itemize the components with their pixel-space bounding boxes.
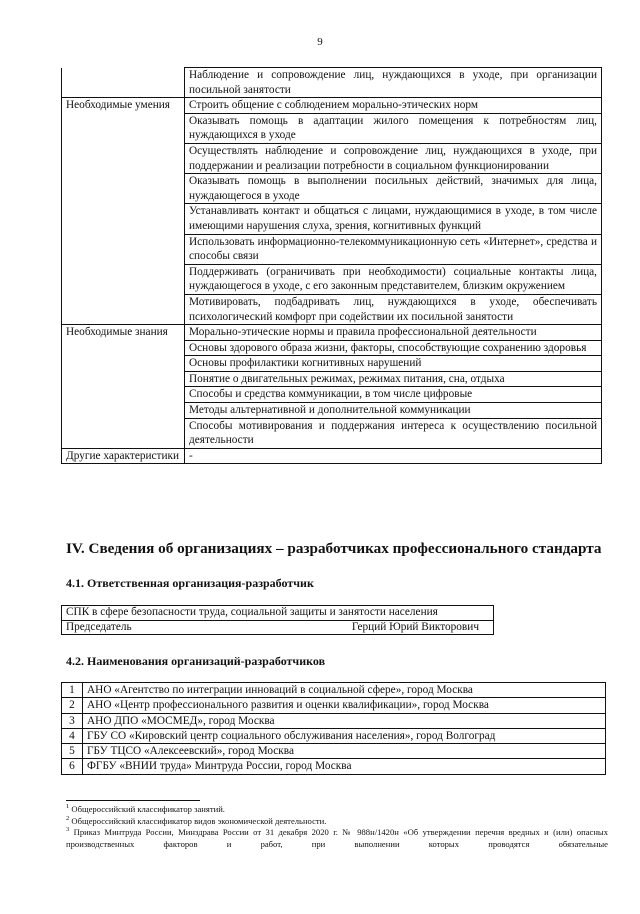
footnotes	[66, 804, 608, 850]
table-cell: Способы и средства коммуникации, в том числе цифровые	[185, 387, 602, 403]
table-row	[62, 143, 602, 173]
footnote-text: Общероссийский классификатор видов экономической деятельности.	[69, 815, 327, 826]
footnote	[66, 827, 608, 850]
empty-label-cell	[62, 294, 185, 324]
footnote	[66, 816, 608, 828]
empty-label-cell	[62, 234, 185, 264]
empty-label-cell	[62, 387, 185, 403]
empty-label-cell	[62, 264, 185, 294]
table-cell: Оказывать помощь в адаптации жилого помещения к потребностям лиц, нуждающихся в уходе	[185, 113, 602, 143]
chair-name: Герций Юрий Викторович	[278, 620, 494, 635]
chair-title: Председатель	[62, 620, 278, 635]
table-cell: Устанавливать контакт и общаться с лицами, нуждающимися в уходе, в том числе имеющими нарушения слуха, зрения, когнитивных функций	[185, 204, 602, 234]
table-cell: Использовать информационно-телекоммуникационную сеть «Интернет», средства и способы связи	[185, 234, 602, 264]
org-name: АНО «Агентство по интеграции инноваций в социальной сфере», город Москва	[83, 683, 606, 698]
footnote-mark: 2	[66, 814, 70, 822]
table-row	[62, 728, 606, 743]
table-row	[62, 294, 602, 324]
row-number: 4	[62, 728, 83, 743]
table-row	[62, 264, 602, 294]
empty-label-cell	[62, 418, 185, 448]
table-row	[62, 418, 602, 448]
row-number: 1	[62, 683, 83, 698]
table-cell: Оказывать помощь в выполнении посильных действий, значимых для лица, нуждающегося в уходе	[185, 174, 602, 204]
responsible-org-name: СПК в сфере безопасности труда, социальной защиты и занятости населения	[62, 606, 494, 621]
org-name: АНО ДПО «МОСМЕД», город Москва	[83, 713, 606, 728]
table-row	[62, 606, 494, 621]
table-cell: -	[185, 448, 602, 464]
table-row	[62, 113, 602, 143]
responsible-org-table	[61, 605, 494, 635]
table-row	[62, 620, 494, 635]
table-row	[62, 387, 602, 403]
section-heading: IV. Сведения об организациях – разработчиках профессионального стандарта	[66, 540, 602, 557]
row-number: 5	[62, 744, 83, 759]
empty-label-cell	[62, 68, 185, 98]
table-cell: Поддерживать (ограничивать при необходимости) социальные контакты лица, нуждающегося в уходе, с его законным представителем, близким окружением	[185, 264, 602, 294]
empty-label-cell	[62, 174, 185, 204]
table-row	[62, 713, 606, 728]
knowledge-label: Необходимые знания	[62, 325, 185, 341]
table-row	[62, 174, 602, 204]
footnote-mark: 1	[66, 803, 70, 811]
table-row	[62, 698, 606, 713]
table-cell: Понятие о двигательных режимах, режимах питания, сна, отдыха	[185, 371, 602, 387]
row-number: 2	[62, 698, 83, 713]
table-row	[62, 356, 602, 372]
empty-label-cell	[62, 356, 185, 372]
table-cell: Методы альтернативной и дополнительной коммуникации	[185, 403, 602, 419]
org-name: ФГБУ «ВНИИ труда» Минтруда России, город Москва	[83, 759, 606, 774]
empty-label-cell	[62, 340, 185, 356]
table-row	[62, 448, 602, 464]
empty-label-cell	[62, 113, 185, 143]
table-row	[62, 325, 602, 341]
empty-label-cell	[62, 204, 185, 234]
table-cell: Основы профилактики когнитивных нарушений	[185, 356, 602, 372]
responsible-org-heading: 4.1. Ответственная организация-разработчик	[66, 576, 314, 590]
footnote	[66, 804, 608, 816]
skills-label: Необходимые умения	[62, 98, 185, 114]
table-row	[62, 371, 602, 387]
empty-label-cell	[62, 143, 185, 173]
table-row	[62, 403, 602, 419]
table-row	[62, 98, 602, 114]
skills-knowledge-table	[61, 67, 602, 464]
page-number: 9	[317, 36, 323, 48]
other-characteristics-label: Другие характеристики	[62, 448, 185, 464]
table-row	[62, 234, 602, 264]
table-row	[62, 683, 606, 698]
table-cell: Способы мотивирования и поддержания интереса к осуществлению посильной деятельности	[185, 418, 602, 448]
table-cell: Строить общение с соблюдением морально-этических норм	[185, 98, 602, 114]
table-cell: Основы здорового образа жизни, факторы, способствующие сохранению здоровья	[185, 340, 602, 356]
footnote-mark: 3	[66, 826, 70, 834]
table-row	[62, 340, 602, 356]
table-cell: Наблюдение и сопровождение лиц, нуждающихся в уходе, при организации посильной занятости	[185, 68, 602, 98]
org-name: ГБУ СО «Кировский центр социального обслуживания населения», город Волгоград	[83, 728, 606, 743]
empty-label-cell	[62, 371, 185, 387]
footnote-divider	[66, 800, 200, 801]
row-number: 3	[62, 713, 83, 728]
table-row	[62, 759, 606, 774]
footnote-text: Общероссийский классификатор занятий.	[69, 804, 225, 814]
table-row	[62, 204, 602, 234]
table-row	[62, 744, 606, 759]
org-name: ГБУ ТЦСО «Алексеевский», город Москва	[83, 744, 606, 759]
footnote-text: Приказ Минтруда России, Минздрава России от 31 декабря 2020 г. № 988н/1420н «Об утверждении перечня вредных и (или) опасных производственных факторов и работ, при выполнении которых проводятся обязательные	[66, 827, 608, 849]
developers-table	[61, 682, 606, 775]
row-number: 6	[62, 759, 83, 774]
org-name: АНО «Центр профессионального развития и оценки квалификации», город Москва	[83, 698, 606, 713]
table-cell: Мотивировать, подбадривать лиц, нуждающихся в уходе, обеспечивать психологический комфорт при содействии их посильной занятости	[185, 294, 602, 324]
table-cell: Осуществлять наблюдение и сопровождение лиц, нуждающихся в уходе, при поддержании и реализации потребности в социальном функционировании	[185, 143, 602, 173]
table-cell: Морально-этические нормы и правила профессиональной деятельности	[185, 325, 602, 341]
empty-label-cell	[62, 403, 185, 419]
developers-heading: 4.2. Наименования организаций-разработчиков	[66, 654, 326, 668]
table-row	[62, 68, 602, 98]
